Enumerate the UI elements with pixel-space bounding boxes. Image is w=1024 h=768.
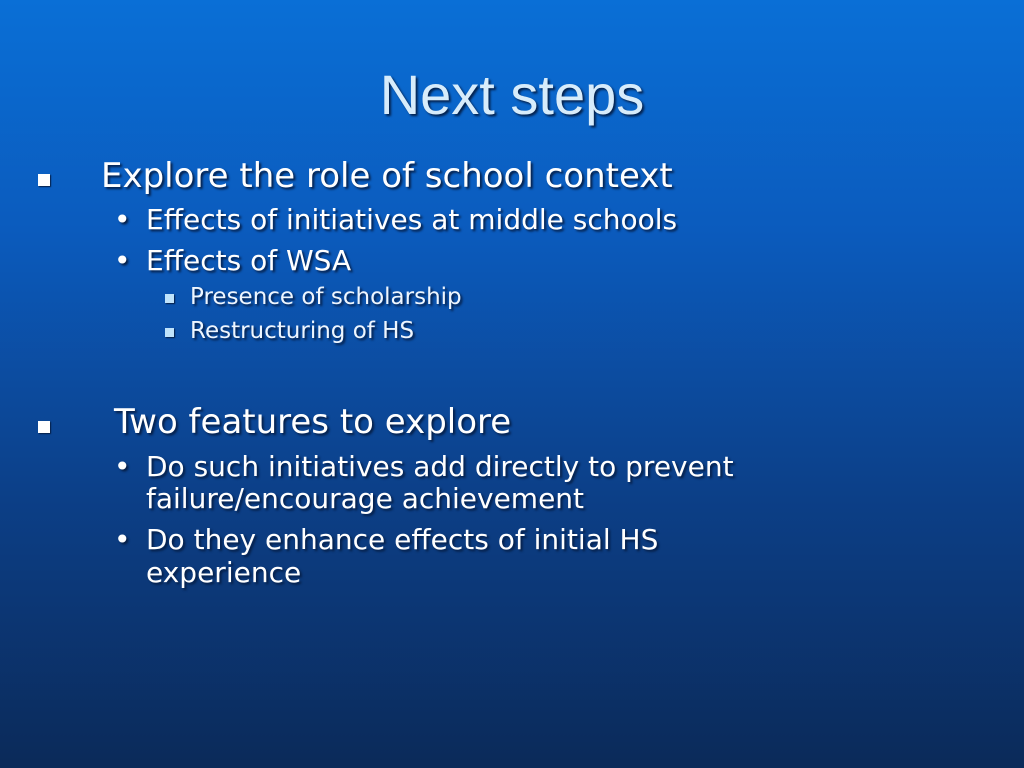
small-square-bullet-icon [165,294,174,303]
sub-sub-bullet-scholarship: Presence of scholarship [190,284,462,310]
dot-bullet-icon: • [114,450,131,483]
sub-bullet-enhance-effects-line2: experience [146,556,302,589]
sub-bullet-effects-wsa: Effects of WSA [146,244,352,277]
sub-bullet-enhance-effects-line1: Do they enhance effects of initial HS [146,523,659,556]
dot-bullet-icon: • [114,244,131,277]
dot-bullet-icon: • [114,523,131,556]
bullet-two-features: Two features to explore [114,402,512,442]
square-bullet-icon [38,174,50,186]
dot-bullet-icon: • [114,203,131,236]
sub-sub-bullet-restructuring: Restructuring of HS [190,318,415,344]
slide-title: Next steps [379,63,645,126]
small-square-bullet-icon [165,328,174,337]
sub-bullet-add-directly-line2: failure/encourage achievement [146,482,585,515]
square-bullet-icon [38,421,50,433]
sub-bullet-middle-schools: Effects of initiatives at middle schools [146,203,678,236]
bullet-explore-school-context: Explore the role of school context [101,156,673,196]
sub-bullet-add-directly-line1: Do such initiatives add directly to prevent [146,450,734,483]
